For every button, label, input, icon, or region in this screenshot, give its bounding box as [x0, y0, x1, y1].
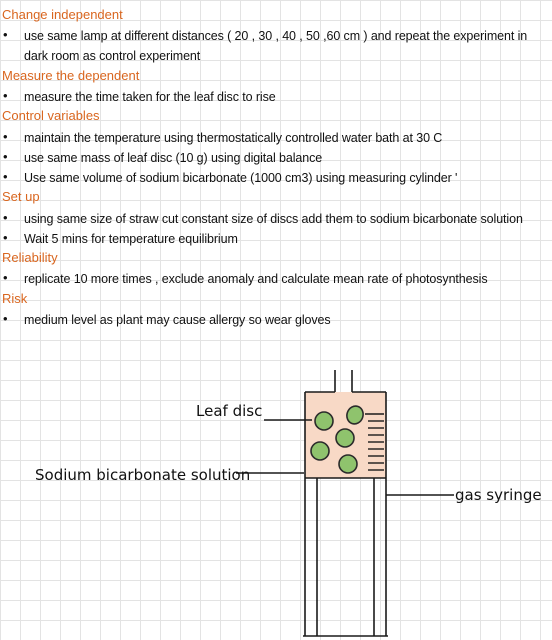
leaf-disc — [311, 442, 329, 460]
leaf-disc — [339, 455, 357, 473]
list-item: medium level as plant may cause allergy so wear gloves — [24, 313, 331, 327]
bullet-point: • — [3, 149, 8, 164]
leaf-disc — [336, 429, 354, 447]
leaf-disc-label: Leaf disc — [196, 402, 263, 420]
bullet-point: • — [3, 311, 8, 326]
bullet-point: • — [3, 230, 8, 245]
list-item: Use same volume of sodium bicarbonate (1000 cm3) using measuring cylinder ' — [24, 171, 458, 185]
section-heading-change-independent: Change independent — [2, 7, 123, 22]
sodium-bicarbonate-label: Sodium bicarbonate solution — [35, 466, 251, 484]
section-heading-reliability: Reliability — [2, 250, 58, 265]
section-heading-measure-dependent: Measure the dependent — [2, 68, 140, 83]
list-item: use same lamp at different distances ( 20 , 30 , 40 , 50 ,60 cm ) and repeat the experiment in dark room as control experiment — [24, 29, 528, 63]
gas-syringe-diagram — [0, 340, 552, 640]
list-item: use same mass of leaf disc (10 g) using digital balance — [24, 151, 323, 165]
bullet-point: • — [3, 210, 8, 225]
list-item: maintain the temperature using thermostatically controlled water bath at 30 C — [24, 131, 443, 145]
list-item: using same size of straw cut constant size of discs add them to sodium bicarbonate solution — [24, 212, 523, 226]
bullet-point: • — [3, 270, 8, 285]
bullet-point: • — [3, 169, 8, 184]
list-item: measure the time taken for the leaf disc to rise — [24, 90, 276, 104]
section-heading-control-variables: Control variables — [2, 108, 100, 123]
section-heading-risk: Risk — [2, 291, 28, 306]
bullet-point: • — [3, 129, 8, 144]
list-item: replicate 10 more times , exclude anomaly and calculate mean rate of photosynthesis — [24, 272, 488, 286]
bullet-point: • — [3, 88, 8, 103]
bullet-point: • — [3, 27, 8, 42]
leaf-disc — [315, 412, 333, 430]
list-item: Wait 5 mins for temperature equilibrium — [24, 232, 238, 246]
plunger-stem — [335, 370, 352, 392]
section-heading-set-up: Set up — [2, 189, 40, 204]
gas-syringe-label: gas syringe — [455, 486, 542, 504]
